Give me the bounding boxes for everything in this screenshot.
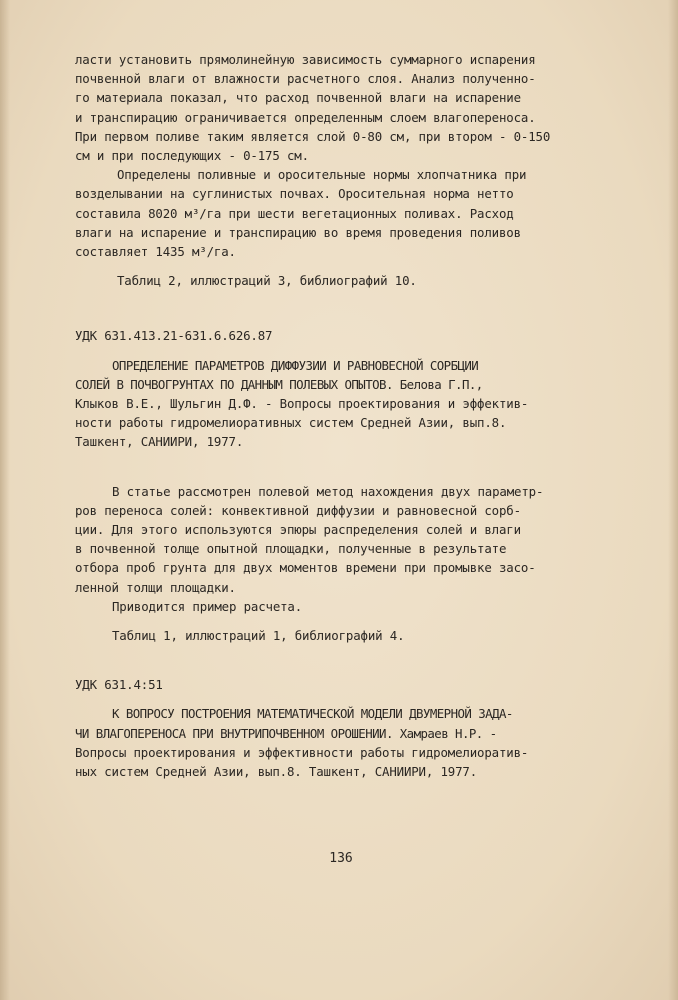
text-line: При первом поливе таким является слой 0-80 см, при втором - 0-150 [75,128,551,144]
text-line: Определены поливные и оросительные нормы хлопчатника при [117,167,527,183]
abstract-paragraph [75,482,620,597]
page-content [75,50,620,781]
abstract-continuation [75,50,620,165]
text-line: составляет 1435 м³/га. [75,244,236,260]
text-line: ных систем Средней Азии, вып.8. Ташкент, САНИИРИ, 1977. [75,764,478,780]
text-line: ности работы гидромелиоративных систем Средней Азии, вып.8. [75,415,507,431]
text-line: составила 8020 м³/га при шести вегетационных поливах. Расход [75,205,514,221]
references-summary: Таблиц 2, иллюстраций 3, библиографий 10. [117,273,417,289]
bibliographic-entry [75,704,620,781]
page-number: 136 [329,851,353,866]
text-line: возделывании на суглинистых почвах. Оросительная норма нетто [75,186,514,202]
text-line: ров переноса солей: конвективной диффузии и равновесной сорб- [75,502,521,518]
references-summary: Таблиц 1, иллюстраций 1, библиографий 4. [112,628,405,644]
bibliographic-entry [75,356,620,452]
text-line: Клыков В.Е., Шульгин Д.Ф. - Вопросы проектирования и эффектив- [75,396,529,412]
text-line: ленной толщи площадки. [75,579,236,595]
text-line: отбора проб грунта для двух моментов времени при промывке засо- [75,560,536,576]
text-line: в почвенной толще опытной площадки, полученные в результате [75,541,507,557]
text-line: го материала показал, что расход почвенной влаги на испарение [75,90,521,106]
text-line: ласти установить прямолинейную зависимость суммарного испарения [75,52,536,67]
page-edge-shadow-left [0,0,10,1000]
text-line: Ташкент, САНИИРИ, 1977. [75,434,244,450]
text-line: СОЛЕЙ В ПОЧВОГРУНТАХ ПО ДАННЫМ ПОЛЕВЫХ ОПЫТОВ. Белова Г.П., [75,376,483,392]
text-line: ОПРЕДЕЛЕНИЕ ПАРАМЕТРОВ ДИФФУЗИИ И РАВНОВЕСНОЙ СОРБЦИИ [112,357,479,373]
text-line: ции. Для этого используются эпюры распределения солей и влаги [75,522,521,538]
text-line: ЧИ ВЛАГОПЕРЕНОСА ПРИ ВНУТРИПОЧВЕННОМ ОРОШЕНИИ. Хамраев Н.Р. - [75,725,497,741]
text-line: влаги на испарение и транспирацию во время проведения поливов [75,224,521,240]
udk-code: УДК 631.4:51 [75,677,163,693]
udk-code: УДК 631.413.21-631.6.626.87 [75,328,273,344]
text-line: К ВОПРОСУ ПОСТРОЕНИЯ МАТЕМАТИЧЕСКОЙ МОДЕЛИ ДВУМЕРНОЙ ЗАДА- [112,706,513,722]
example-note: Приводится пример расчета. [112,598,303,614]
page-edge-shadow-right [668,0,678,1000]
text-line: почвенной влаги от влажности расчетного слоя. Анализ полученно- [75,71,536,87]
text-line: Вопросы проектирования и эффективности работы гидромелиоратив- [75,744,529,760]
irrigation-norms-paragraph [75,165,620,261]
text-line: см и при последующих - 0-175 см. [75,148,309,164]
text-line: и транспирацию ограничивается определенным слоем влагопереноса. [75,109,536,125]
text-line: В статье рассмотрен полевой метод нахождения двух параметр- [112,483,544,499]
